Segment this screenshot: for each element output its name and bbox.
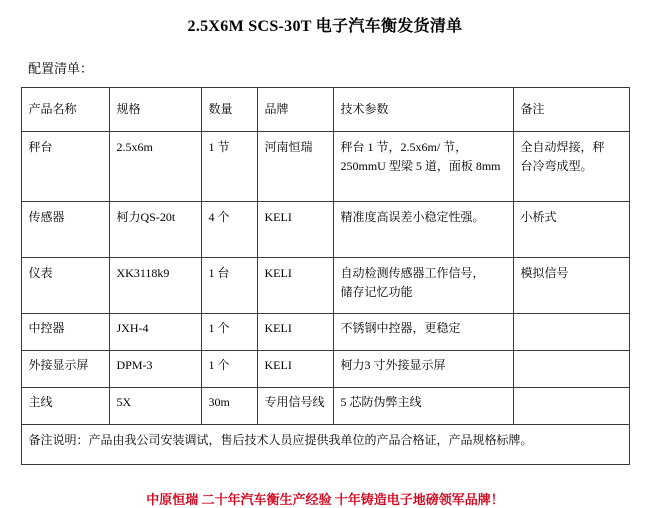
- cell-brand: 专用信号线: [257, 388, 333, 425]
- table-header-row: [21, 88, 629, 132]
- cell-quantity: 4 个: [201, 202, 257, 258]
- cell-quantity: 1 台: [201, 258, 257, 314]
- table-row: [21, 314, 629, 351]
- cell-remark-line: 台冷弯成型。: [520, 158, 593, 173]
- cell-params: 柯力3 寸外接显示屏: [333, 351, 513, 388]
- table-header-cell: 规格: [109, 88, 201, 132]
- cell-note: 备注说明：产品由我公司安装调试，售后技术人员应提供我单位的产品合格证，产品规格标牌。: [21, 425, 629, 465]
- cell-spec: DPM-3: [109, 351, 201, 388]
- cell-brand: 河南恒瑞: [257, 132, 333, 202]
- cell-brand: KELI: [257, 314, 333, 351]
- cell-spec: 柯力QS-20t: [109, 202, 201, 258]
- spec-table: [21, 87, 630, 465]
- cell-remark: [513, 388, 629, 425]
- cell-params: [333, 258, 513, 314]
- table-header-cell: 备注: [513, 88, 629, 132]
- cell-remark: 模拟信号: [513, 258, 629, 314]
- table-header-cell: 品牌: [257, 88, 333, 132]
- cell-brand: KELI: [257, 202, 333, 258]
- cell-params-line: 储存记忆功能: [340, 284, 413, 299]
- cell-brand: KELI: [257, 351, 333, 388]
- table-note-row: [21, 425, 629, 465]
- cell-remark: [513, 351, 629, 388]
- cell-product-name: 中控器: [21, 314, 109, 351]
- table-header-cell: 产品名称: [21, 88, 109, 132]
- cell-spec: 5X: [109, 388, 201, 425]
- cell-remark: 小桥式: [513, 202, 629, 258]
- cell-params: [333, 132, 513, 202]
- table-row: [21, 351, 629, 388]
- cell-product-name: 秤台: [21, 132, 109, 202]
- cell-product-name: 仪表: [21, 258, 109, 314]
- cell-spec: JXH-4: [109, 314, 201, 351]
- footer-slogan: 中原恒瑞 二十年汽车衡生产经验 十年铸造电子地磅领军品牌！: [146, 492, 504, 507]
- cell-product-name: 外接显示屏: [21, 351, 109, 388]
- cell-remark: [513, 314, 629, 351]
- table-row: [21, 388, 629, 425]
- cell-params: 5 芯防伪弊主线: [333, 388, 513, 425]
- config-list-label: 配置清单：: [28, 61, 94, 76]
- cell-product-name: 传感器: [21, 202, 109, 258]
- table-row: [21, 132, 629, 202]
- cell-params-line: 秤台 1 节，2.5x6m/ 节，: [340, 140, 468, 154]
- cell-params-line: 250mmU 型梁 5 道，面板 8mm: [340, 158, 501, 173]
- cell-params: 不锈钢中控器，更稳定: [333, 314, 513, 351]
- table-header-cell: 技术参数: [333, 88, 513, 132]
- cell-brand: KELI: [257, 258, 333, 314]
- cell-quantity: 1 个: [201, 351, 257, 388]
- cell-quantity: 1 个: [201, 314, 257, 351]
- cell-params-line: 自动检测传感器工作信号，: [340, 266, 485, 280]
- table-row: [21, 202, 629, 258]
- cell-quantity: 1 节: [201, 132, 257, 202]
- cell-product-name: 主线: [21, 388, 109, 425]
- page-title: 2.5X6M SCS-30T 电子汽车衡发货清单: [187, 18, 463, 35]
- table-row: [21, 258, 629, 314]
- cell-quantity: 30m: [201, 388, 257, 425]
- cell-spec: XK3118k9: [109, 258, 201, 314]
- cell-params: 精准度高误差小稳定性强。: [333, 202, 513, 258]
- cell-remark: [513, 132, 629, 202]
- cell-remark-line: 全自动焊接，秤: [520, 140, 605, 154]
- cell-spec: 2.5x6m: [109, 132, 201, 202]
- table-header-cell: 数量: [201, 88, 257, 132]
